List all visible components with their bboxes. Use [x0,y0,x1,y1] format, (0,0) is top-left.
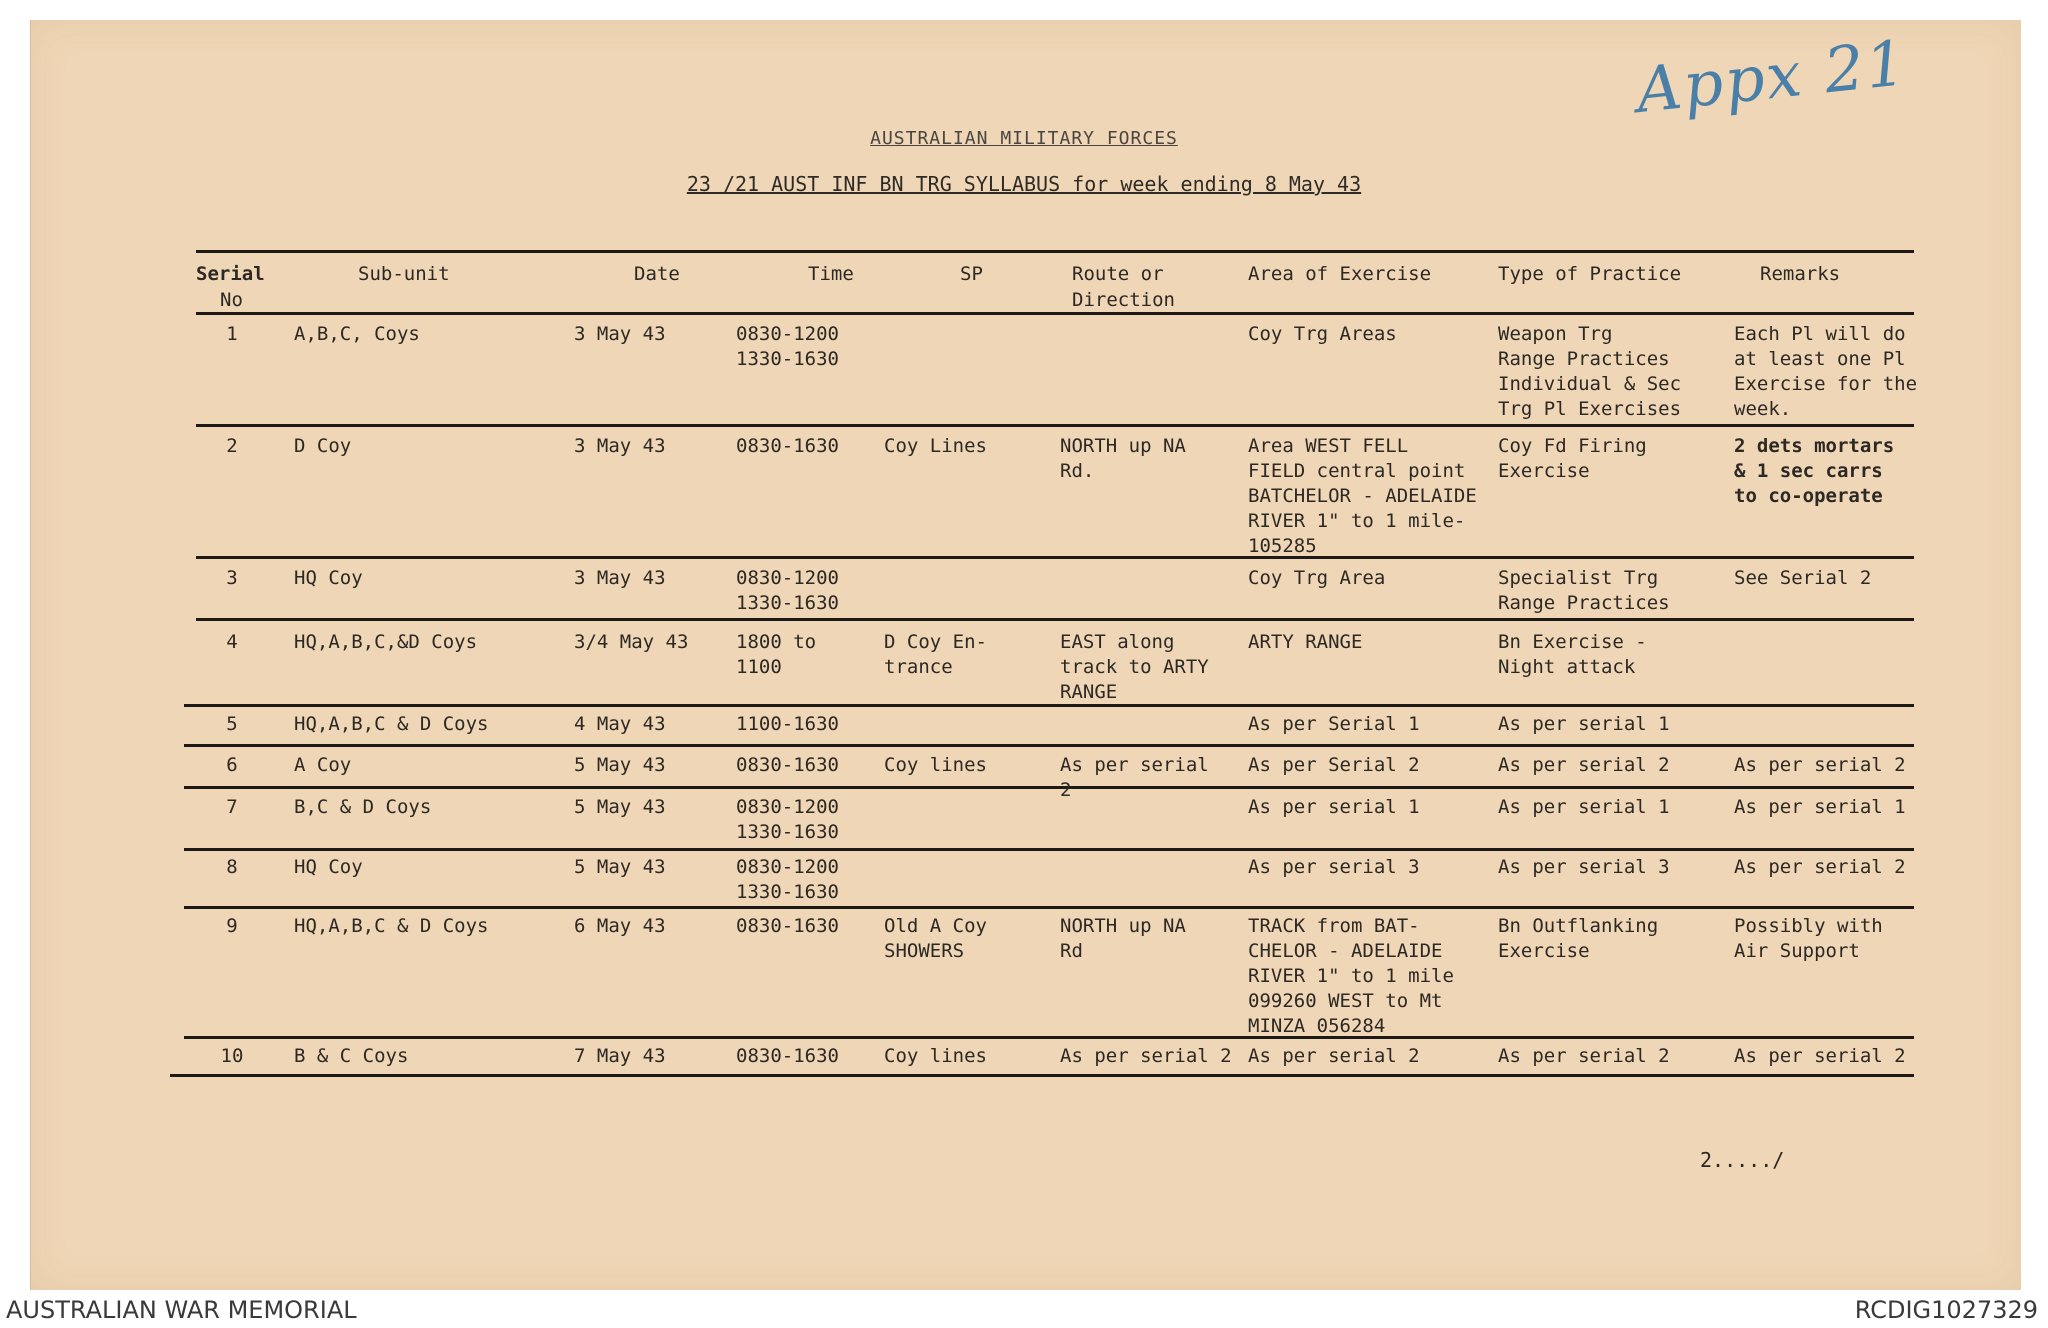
cell-subunit: HQ Coy [294,856,363,878]
cell-time: 0830-1630 [736,915,839,937]
table-rule [196,424,1914,427]
cell-date: 5 May 43 [574,796,666,818]
cell-date: 6 May 43 [574,915,666,937]
cell-remarks: Air Support [1734,940,1860,962]
cell-subunit: A Coy [294,754,352,776]
cell-route: NORTH up NA [1060,435,1186,457]
cell-area: Coy Trg Area [1248,567,1386,589]
cell-type: Weapon Trg [1498,323,1613,345]
cell-time: 1100 [736,656,782,678]
cell-sp: Old A Coy [884,915,987,937]
cell-remarks: Exercise for the [1734,373,1918,395]
cell-subunit: D Coy [294,435,352,457]
cell-serial: 8 [226,856,238,878]
table-rule [184,1036,1914,1039]
cell-remarks: As per serial 2 [1734,1045,1906,1067]
cell-type: Exercise [1498,940,1590,962]
col-header-remarks: Remarks [1760,263,1841,285]
cell-date: 7 May 43 [574,1045,666,1067]
handwritten-annotation: Appx 21 [1633,25,1912,128]
col-header-time: Time [808,263,854,285]
archive-label: AUSTRALIAN WAR MEMORIAL [6,1296,357,1324]
cell-type: Individual & Sec [1498,373,1682,395]
document-heading [0,128,2048,149]
subheading-text: 23 /21 AUST INF BN TRG SYLLABUS for week ending 8 May 43 [686,172,1362,196]
cell-serial: 6 [226,754,238,776]
cell-route: NORTH up NA [1060,915,1186,937]
cell-serial: 2 [226,435,238,457]
cell-remarks: See Serial 2 [1734,567,1872,589]
cell-route: EAST along [1060,631,1175,653]
cell-date: 3 May 43 [574,567,666,589]
cell-area: Coy Trg Areas [1248,323,1397,345]
table-rule [184,704,1914,707]
col-header-serial-no: No [220,289,243,311]
table-rule [170,1074,1914,1077]
cell-area: FIELD central point [1248,460,1466,482]
cell-date: 5 May 43 [574,754,666,776]
col-header-direction: Direction [1072,289,1175,311]
cell-type: Exercise [1498,460,1590,482]
table-rule [196,556,1914,559]
cell-sp: Coy lines [884,1045,987,1067]
heading-text: AUSTRALIAN MILITARY FORCES [870,128,1178,149]
cell-area: As per serial 3 [1248,856,1420,878]
cell-time: 0830-1200 [736,856,839,878]
cell-sp: SHOWERS [884,940,965,962]
cell-type: Night attack [1498,656,1636,678]
cell-route: Rd. [1060,460,1095,482]
cell-sp: Coy Lines [884,435,987,457]
cell-type: Coy Fd Firing [1498,435,1647,457]
cell-type: As per serial 2 [1498,754,1670,776]
cell-type: As per serial 3 [1498,856,1670,878]
cell-type: Trg Pl Exercises [1498,398,1682,420]
cell-remarks: As per serial 2 [1734,856,1906,878]
cell-remarks: & 1 sec carrs [1734,460,1883,482]
cell-time: 1330-1630 [736,592,839,614]
cell-area: As per Serial 1 [1248,713,1420,735]
cell-date: 3/4 May 43 [574,631,689,653]
cell-type: Range Practices [1498,592,1670,614]
cell-subunit: HQ Coy [294,567,363,589]
cell-time: 0830-1630 [736,435,839,457]
cell-area: Area WEST FELL [1248,435,1409,457]
cell-area: 105285 [1248,535,1317,557]
cell-area: RIVER 1" to 1 mile- [1248,510,1466,532]
col-header-serial: Serial [196,263,265,285]
cell-remarks: Each Pl will do [1734,323,1906,345]
col-header-area: Area of Exercise [1248,263,1432,285]
cell-type: Range Practices [1498,348,1670,370]
cell-route: Rd [1060,940,1083,962]
cell-area: MINZA 056284 [1248,1015,1386,1037]
cell-area: As per Serial 2 [1248,754,1420,776]
cell-area: As per serial 2 [1248,1045,1420,1067]
cell-serial: 3 [226,567,238,589]
cell-sp: Coy lines [884,754,987,776]
table-rule [196,250,1914,253]
cell-remarks: Possibly with [1734,915,1883,937]
col-header-sp: SP [960,263,983,285]
archive-id: RCDIG1027329 [1854,1296,2038,1324]
table-rule [184,786,1914,789]
cell-serial: 10 [220,1045,244,1067]
cell-serial: 9 [226,915,238,937]
cell-area: 099260 WEST to Mt [1248,990,1443,1012]
cell-remarks: 2 dets mortars [1734,435,1895,457]
cell-type: As per serial 1 [1498,796,1670,818]
cell-subunit: A,B,C, Coys [294,323,420,345]
cell-type: As per serial 1 [1498,713,1670,735]
col-header-date: Date [634,263,680,285]
cell-subunit: HQ,A,B,C & D Coys [294,915,489,937]
cell-serial: 5 [226,713,238,735]
col-header-subunit: Sub-unit [358,263,450,285]
cell-route: track to ARTY [1060,656,1209,678]
col-header-route: Route or [1072,263,1164,285]
cell-time: 0830-1200 [736,323,839,345]
cell-time: 0830-1200 [736,567,839,589]
cell-type: As per serial 2 [1498,1045,1670,1067]
cell-route: As per serial [1060,754,1209,776]
cell-time: 0830-1630 [736,1045,839,1067]
table-rule [184,906,1914,909]
cell-date: 3 May 43 [574,323,666,345]
cell-time: 0830-1200 [736,796,839,818]
cell-type: Bn Exercise - [1498,631,1647,653]
cell-area: TRACK from BAT- [1248,915,1420,937]
cell-area: As per serial 1 [1248,796,1420,818]
cell-remarks: As per serial 2 [1734,754,1906,776]
cell-time: 1800 to [736,631,817,653]
page-continuation: 2...../ [1700,1148,1785,1172]
cell-subunit: B,C & D Coys [294,796,432,818]
cell-remarks: As per serial 1 [1734,796,1906,818]
cell-sp: D Coy En- [884,631,987,653]
cell-time: 1330-1630 [736,348,839,370]
cell-subunit: B & C Coys [294,1045,409,1067]
cell-time: 1330-1630 [736,821,839,843]
cell-sp: trance [884,656,953,678]
table-rule [196,312,1914,315]
cell-route: As per serial 2 [1060,1045,1232,1067]
cell-time: 1330-1630 [736,881,839,903]
cell-date: 4 May 43 [574,713,666,735]
cell-remarks: at least one Pl [1734,348,1906,370]
cell-serial: 7 [226,796,238,818]
cell-serial: 1 [226,323,238,345]
cell-subunit: HQ,A,B,C,&D Coys [294,631,478,653]
cell-remarks: week. [1734,398,1792,420]
cell-serial: 4 [226,631,238,653]
cell-remarks: to co-operate [1734,485,1883,507]
document-page [30,20,2021,1290]
cell-area: BATCHELOR - ADELAIDE [1248,485,1477,507]
cell-route: 2 [1060,779,1072,801]
cell-area: CHELOR - ADELAIDE [1248,940,1443,962]
cell-route: RANGE [1060,681,1118,703]
cell-subunit: HQ,A,B,C & D Coys [294,713,489,735]
cell-type: Bn Outflanking [1498,915,1659,937]
cell-date: 5 May 43 [574,856,666,878]
table-rule [184,848,1914,851]
cell-area: RIVER 1" to 1 mile [1248,965,1454,987]
cell-time: 0830-1630 [736,754,839,776]
table-rule [184,744,1914,747]
cell-date: 3 May 43 [574,435,666,457]
cell-type: Specialist Trg [1498,567,1659,589]
cell-time: 1100-1630 [736,713,839,735]
document-subheading [0,172,2048,196]
table-rule [196,618,1914,621]
col-header-type: Type of Practice [1498,263,1682,285]
cell-area: ARTY RANGE [1248,631,1363,653]
